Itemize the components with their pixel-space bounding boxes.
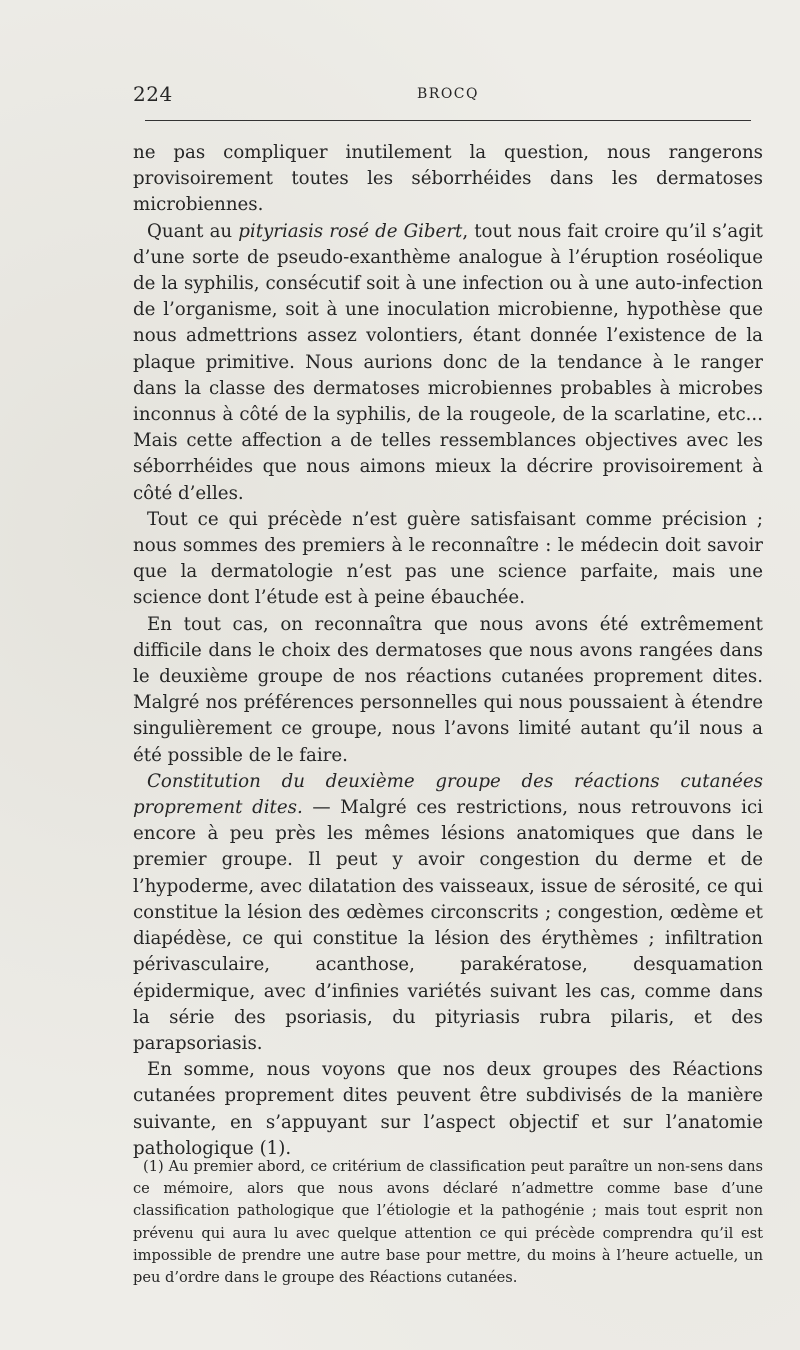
running-head: BROCQ (417, 86, 479, 102)
footnote (133, 1156, 763, 1289)
paragraph: En tout cas, on reconnaîtra que nous avons été extrêmement difficile dans le choix des dermatoses que nous avons rangées dans le deuxième groupe de nos réactions cutanées proprement dites. Malgré nos préférences personnelles qui nous poussaient à étendre singulièrement ce groupe, nous l’avons limité autant qu’il nous a été possible de le faire. (133, 613, 763, 766)
section-heading: Constitution du deuxième groupe des réactions cutanées proprement dites. (133, 770, 763, 819)
paragraph: ne pas compliquer inutilement la question, nous rangerons provisoirement toutes les séborrhéides dans les dermatoses microbiennes. (133, 142, 763, 216)
paragraph: Tout ce qui précède n’est guère satisfaisant comme précision ; nous sommes des premiers à le reconnaître : le médecin doit savoir que la dermatologie n’est pas une science parfaite, mais une science dont l’étude est à peine ébauchée. (133, 508, 763, 609)
page-header (133, 82, 763, 110)
page-number: 224 (133, 82, 173, 106)
italic-term: pityriasis rosé de Gibert (238, 220, 463, 242)
paragraph: Constitution du deuxième groupe des réactions cutanées proprement dites. — Malgré ces restrictions, nous retrouvons ici encore à peu près les mêmes lésions anatomiques que dans le premier groupe. Il peut y avoir congestion du derme et de l’hypoderme, avec dilatation des vaisseaux, issue de sérosité, ce qui constitue la lésion des œdèmes circonscrits ; congestion, œdème et diapédèse, ce qui constitue la lésion des érythèmes ; infiltration périvasculaire, acanthose, parakératose, desquamation épidermique, avec d’infinies variétés suivant les cas, comme dans la série des psoriasis, du pityriasis rubra pilaris, et des parapsoriasis. (133, 770, 763, 1054)
paragraph: Quant au pityriasis rosé de Gibert, tout nous fait croire qu’il s’agit d’une sorte de pseudo-exanthème analogue à l’éruption roséolique de la syphilis, consécutif soit à une infection ou à une auto-infection de l’organisme, soit à une inoculation microbienne, hypothèse que nous admettrions assez volontiers, étant donnée l’existence de la plaque primitive. Nous aurions donc de la tendance à le ranger dans la classe des dermatoses microbiennes probables à microbes inconnus à côté de la syphilis, de la rougeole, de la scarlatine, etc... Mais cette affection a de telles ressemblances objectives avec les séborrhéides que nous aimons mieux la décrire provisoirement à côté d’elles. (133, 220, 763, 504)
header-rule (145, 120, 751, 121)
footnote-text: (1) Au premier abord, ce critérium de classification peut paraître un non-sens dans ce mémoire, alors que nous avons déclaré n’admettre comme base d’une classification pathologique que l’étiologie et la pathogénie ; mais tout esprit non prévenu qui aura lu avec quelque attention ce qui précède comprendra qu’il est impossible de prendre une autre base pour mettre, du moins à l’heure actuelle, un peu d’ordre dans le groupe des Réactions cutanées. (133, 1158, 763, 1287)
body-text (133, 140, 763, 1162)
paragraph: En somme, nous voyons que nos deux groupes des Réactions cutanées proprement dites peuvent être subdivisés de la manière suivante, en s’appuyant sur l’aspect objectif et sur l’anatomie pathologique (1). (133, 1059, 763, 1159)
